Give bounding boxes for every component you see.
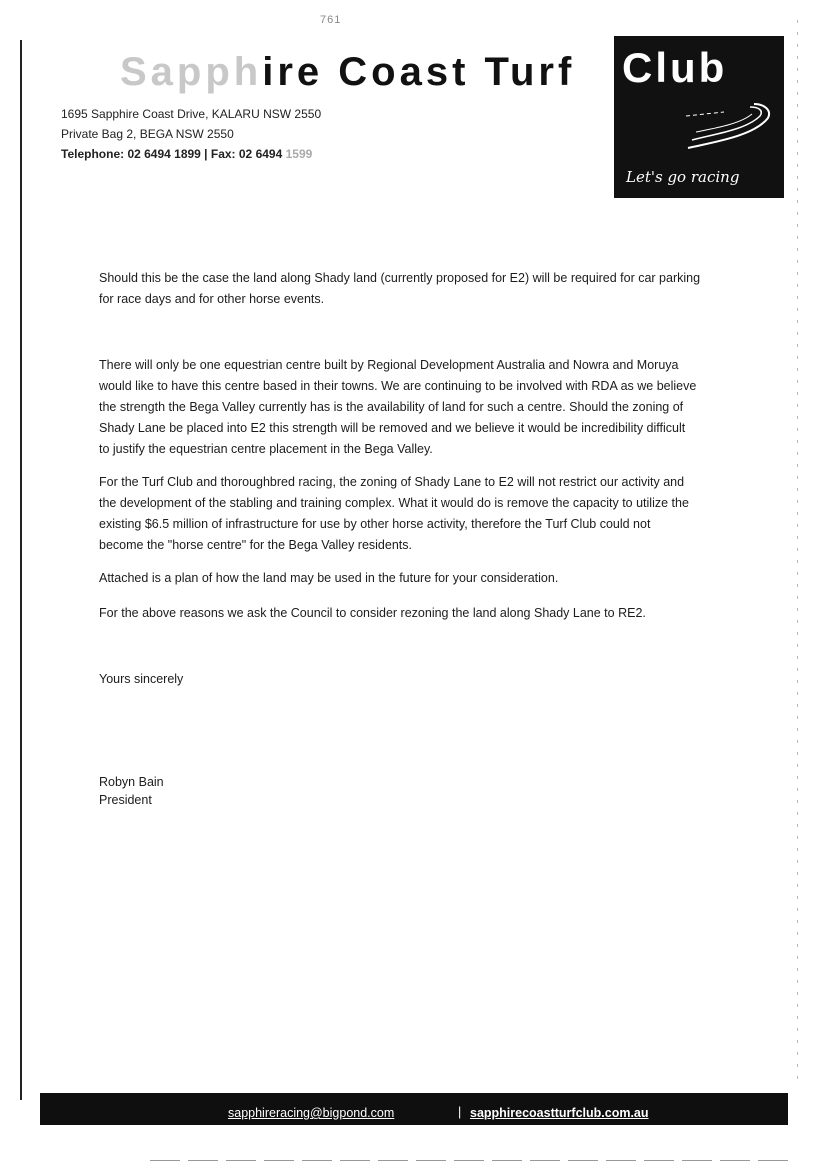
racetrack-icon (684, 96, 776, 156)
paragraph-line: Shady Lane be placed into E2 this strength will be removed and we believe it would be incredibility difficult (99, 421, 686, 435)
letterhead-title-faded: Sapph (120, 50, 263, 94)
paragraph-5 (99, 603, 749, 624)
address-line-1: 1695 Sapphire Coast Drive, KALARU NSW 2550 (61, 107, 322, 121)
scan-edge-speckle (797, 20, 798, 1080)
scan-edge-line (20, 40, 22, 1100)
signatory-name: Robyn Bain (99, 775, 164, 789)
paragraph-line: become the "horse centre" for the Bega Valley residents. (99, 538, 412, 552)
paragraph-line: Should this be the case the land along Shady land (currently proposed for E2) will be required for car parking (99, 271, 701, 285)
club-logo (614, 36, 784, 198)
paragraph-line: For the above reasons we ask the Council to consider rezoning the land along Shady Lane to RE2. (99, 606, 646, 620)
phone-fax-line (61, 147, 312, 161)
footer-website-link[interactable]: sapphirecoastturfclub.com.au (470, 1106, 649, 1120)
signatory-title: President (99, 793, 152, 807)
page-number-marker: 761 (320, 14, 342, 26)
footer-email-link[interactable]: sapphireracing@bigpond.com (228, 1106, 395, 1120)
paragraph-line: There will only be one equestrian centre built by Regional Development Australia and Nowra and Moruya (99, 358, 679, 372)
footer-separator: | (458, 1105, 462, 1119)
paragraph-line: Attached is a plan of how the land may be used in the future for your consideration. (99, 571, 559, 585)
fax-number-faint: 1599 (285, 147, 313, 161)
paragraph-line: the development of the stabling and training complex. What it would do is remove the capacity to utilize the (99, 496, 689, 510)
paragraph-2 (99, 355, 749, 460)
paragraph-line: For the Turf Club and thoroughbred racing, the zoning of Shady Lane to E2 will not restrict our activity and (99, 475, 685, 489)
paragraph-line: would like to have this centre based in their towns. We are continuing to be involved with RDA as we believe (99, 379, 697, 393)
club-logo-word: Club (622, 44, 728, 91)
club-logo-tagline: Let's go racing (626, 168, 740, 186)
paragraph-line: for race days and for other horse events. (99, 292, 325, 306)
scan-bottom-dashes (150, 1160, 790, 1161)
paragraph-line: existing $6.5 million of infrastructure for use by other horse activity, therefore the Turf Club could not (99, 517, 651, 531)
letterhead-title (120, 50, 575, 95)
paragraph-line: to justify the equestrian centre placement in the Bega Valley. (99, 442, 433, 456)
address-line-2: Private Bag 2, BEGA NSW 2550 (61, 127, 234, 141)
paragraph-1 (99, 268, 749, 310)
letterhead-title-main: ire Coast Turf (262, 50, 576, 94)
closing-salutation: Yours sincerely (99, 672, 184, 686)
footer-bar (40, 1093, 788, 1125)
paragraph-3 (99, 472, 749, 556)
phone-fax-text: Telephone: 02 6494 1899 | Fax: 02 6494 (61, 147, 286, 161)
paragraph-4 (99, 568, 749, 589)
paragraph-line: the strength the Bega Valley currently has is the availability of land for such a centre. Should the zoning of (99, 400, 684, 414)
